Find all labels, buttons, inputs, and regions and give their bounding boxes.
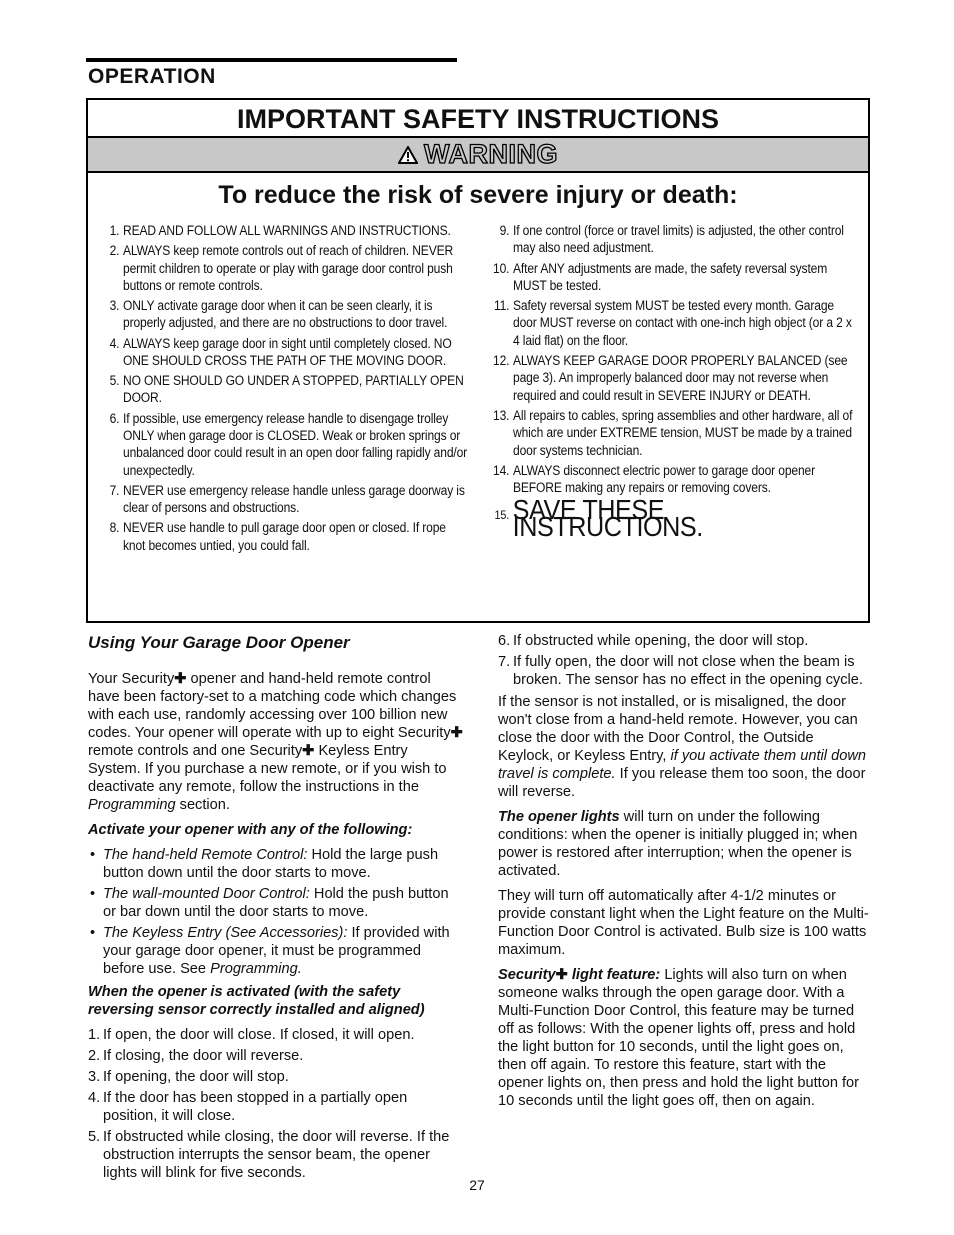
item-text: If fully open, the door will not close when the beam is broken. The sensor has no effect in the opening cycle. [513, 654, 863, 688]
safety-instructions-box [86, 98, 870, 623]
item-number: 6. [498, 633, 511, 649]
item-text: NEVER use handle to pull garage door open or closed. If rope knot becomes untied, you could fall. [123, 520, 446, 553]
save-instructions-item [486, 493, 856, 542]
left-column [88, 632, 463, 1185]
intro-paragraph: Your Security✚ opener and hand-held remote control have been factory-set to a matching code which changes with each use, randomly accessing over 100 billion new codes. Your opener will operate with up to eight Security✚ remote controls and one Security✚ Keyless Entry System. If you purchase a new remote, or if you wish to deactivate any remote, follow the instructions in the Programming section. [88, 671, 463, 813]
item-number: 2. [88, 1048, 101, 1064]
security-plus-icon: ✚ [174, 671, 187, 687]
item-text: ALWAYS keep remote controls out of reach of children. NEVER permit children to operate or play with garage door control push buttons or remote controls. [123, 243, 454, 293]
item-number: 3. [88, 1069, 101, 1085]
item-text: NO ONE SHOULD GO UNDER A STOPPED, PARTIALLY OPEN DOOR. [123, 373, 464, 406]
item-text: READ AND FOLLOW ALL WARNINGS AND INSTRUCTIONS. [123, 223, 451, 238]
list-item [486, 222, 856, 257]
item-number: 4. [88, 1090, 101, 1106]
list-item [486, 462, 856, 497]
item-number: 6. [109, 410, 120, 426]
list-item [88, 1128, 463, 1182]
item-text: ALWAYS disconnect electric power to garage door opener BEFORE making any repairs or removing covers. [513, 462, 815, 496]
list-item [96, 372, 470, 407]
sensor-paragraph: If the sensor is not installed, or is misaligned, the door won't close from a hand-held remote. However, you can close the door with the Door Control, the Outside Keylock, or Keyless Entry, if you activate them until down travel is complete. If you release them too soon, the door will reverse. [498, 694, 866, 800]
item-number: 14. [493, 462, 510, 478]
save-instructions-text: SAVE THESE INSTRUCTIONS. [512, 493, 703, 542]
warning-triangle-icon [398, 146, 418, 164]
item-number: 4. [109, 335, 120, 351]
item-text: ALWAYS keep garage door in sight until completely closed. NO ONE SHOULD CROSS THE PATH OF THE MOVING DOOR. [123, 335, 452, 368]
item-text: If the door has been stopped in a partially open position, it will close. [103, 1090, 408, 1124]
item-text: If obstructed while closing, the door will reverse. If the obstruction interrupts the sensor beam, the opener lights will blink for five seconds. [103, 1129, 450, 1181]
item-number: 8. [109, 520, 120, 536]
safety-list-right [486, 222, 856, 542]
light-feature-paragraph: Security✚ light feature: Lights will also turn on when someone walks through the open garage door. With a Multi-Function Door Control, this feature may be turned off as follows: With the opener lights off, press and hold the light button for 10 seconds, until the light goes on, then off again. To restore this feature, start with the opener lights on, then press and hold the light button for 10 seconds until the light goes off, then on again. [498, 967, 860, 1109]
lights-off-paragraph: They will turn off automatically after 4-1/2 minutes or provide constant light when the Light feature on the Multi-Function Door Control is activated. Bulb size is 100 watts maximum. [498, 888, 869, 958]
item-text: If obstructed while opening, the door will stop. [513, 633, 809, 649]
section-title: OPERATION [88, 65, 216, 88]
list-item [88, 1026, 463, 1044]
item-number: 7. [109, 482, 120, 498]
list-item [88, 1089, 463, 1125]
list-item: • The Keyless Entry (See Accessories): If provided with your garage door opener, it must be programmed before use. See Programming. [90, 925, 450, 977]
activate-heading: Activate your opener with any of the following: [88, 822, 413, 838]
item-text: If one control (force or travel limits) is adjusted, the other control may also need adjustment. [513, 223, 844, 256]
list-item [88, 1068, 463, 1086]
item-number: 1. [109, 223, 120, 238]
item-number: 9. [499, 223, 510, 238]
safety-box-title: IMPORTANT SAFETY INSTRUCTIONS [88, 100, 868, 138]
list-item [88, 1047, 463, 1065]
right-column [498, 632, 870, 1117]
list-item [96, 242, 470, 294]
list-item [96, 482, 470, 517]
item-text: After ANY adjustments are made, the safety reversal system MUST be tested. [513, 260, 828, 293]
item-number: 1. [88, 1027, 101, 1043]
item-text: Safety reversal system MUST be tested every month. Garage door MUST reverse on contact with one-inch high object (or a 2 x 4 laid flat) on the floor. [513, 298, 852, 348]
warning-bar [88, 138, 868, 173]
top-rule [86, 58, 457, 62]
item-text: NEVER use emergency release handle unless garage doorway is clear of persons and obstructions. [123, 482, 465, 516]
item-text: All repairs to cables, spring assemblies and other hardware, all of which are under EXTREME tension, MUST be made by a trained door systems technician. [513, 407, 853, 458]
security-plus-icon: ✚ [555, 967, 568, 983]
page-number: 27 [469, 1177, 485, 1193]
list-item [486, 260, 856, 295]
list-item [498, 632, 870, 650]
item-number: 12. [493, 352, 510, 368]
item-number: 2. [109, 243, 120, 259]
item-text: If opening, the door will stop. [103, 1069, 289, 1085]
activate-list [88, 846, 463, 978]
item-number: 5. [109, 373, 120, 388]
list-item: • The hand-held Remote Control: Hold the large push button down until the door starts to move. [90, 847, 439, 881]
list-item [96, 519, 470, 554]
when-activated-heading: When the opener is activated (with the safety reversing sensor correctly installed and aligned) [88, 984, 425, 1018]
risk-statement: To reduce the risk of severe injury or death: [218, 181, 738, 209]
item-text: ALWAYS KEEP GARAGE DOOR PROPERLY BALANCED (see page 3). An improperly balanced door may not reverse when required and could result in SEVERE INJURY or DEATH. [513, 352, 848, 403]
behavior-list-continued [498, 632, 870, 689]
list-item [486, 407, 856, 459]
list-item [96, 410, 470, 480]
item-number: 15. [494, 507, 510, 522]
item-text: If closing, the door will reverse. [103, 1048, 304, 1064]
list-item [96, 297, 470, 332]
list-item [96, 222, 470, 239]
list-item [96, 335, 470, 370]
item-number: 10. [493, 260, 510, 276]
item-number: 13. [493, 407, 510, 423]
safety-list-left [96, 222, 470, 557]
subsection-heading: Using Your Garage Door Opener [88, 633, 350, 652]
item-text: ONLY activate garage door when it can be seen clearly, it is properly adjusted, and there are no obstructions to door travel. [123, 298, 448, 331]
item-text: If possible, use emergency release handle to disengage trolley ONLY when garage door is CLOSED. Weak or broken springs or unbalanced door could result in an open door falling rapidly and/or unexpectedly. [123, 410, 468, 478]
item-number: 5. [88, 1129, 101, 1145]
item-number: 3. [109, 298, 120, 313]
lights-paragraph: The opener lights will turn on under the following conditions: when the opener is initially plugged in; when power is restored after interruption; when the opener is activated. [498, 809, 858, 879]
item-number: 11. [493, 298, 510, 313]
list-item [486, 297, 856, 349]
item-number: 7. [498, 654, 511, 670]
behavior-list [88, 1026, 463, 1182]
security-plus-icon: ✚ [302, 743, 315, 759]
list-item [486, 352, 856, 404]
list-item: • The wall-mounted Door Control: Hold the push button or bar down until the door starts to move. [90, 886, 449, 920]
warning-label: WARNING [424, 139, 558, 169]
security-plus-icon: ✚ [450, 725, 463, 741]
item-text: If open, the door will close. If closed, it will open. [103, 1027, 415, 1043]
list-item [498, 653, 870, 689]
